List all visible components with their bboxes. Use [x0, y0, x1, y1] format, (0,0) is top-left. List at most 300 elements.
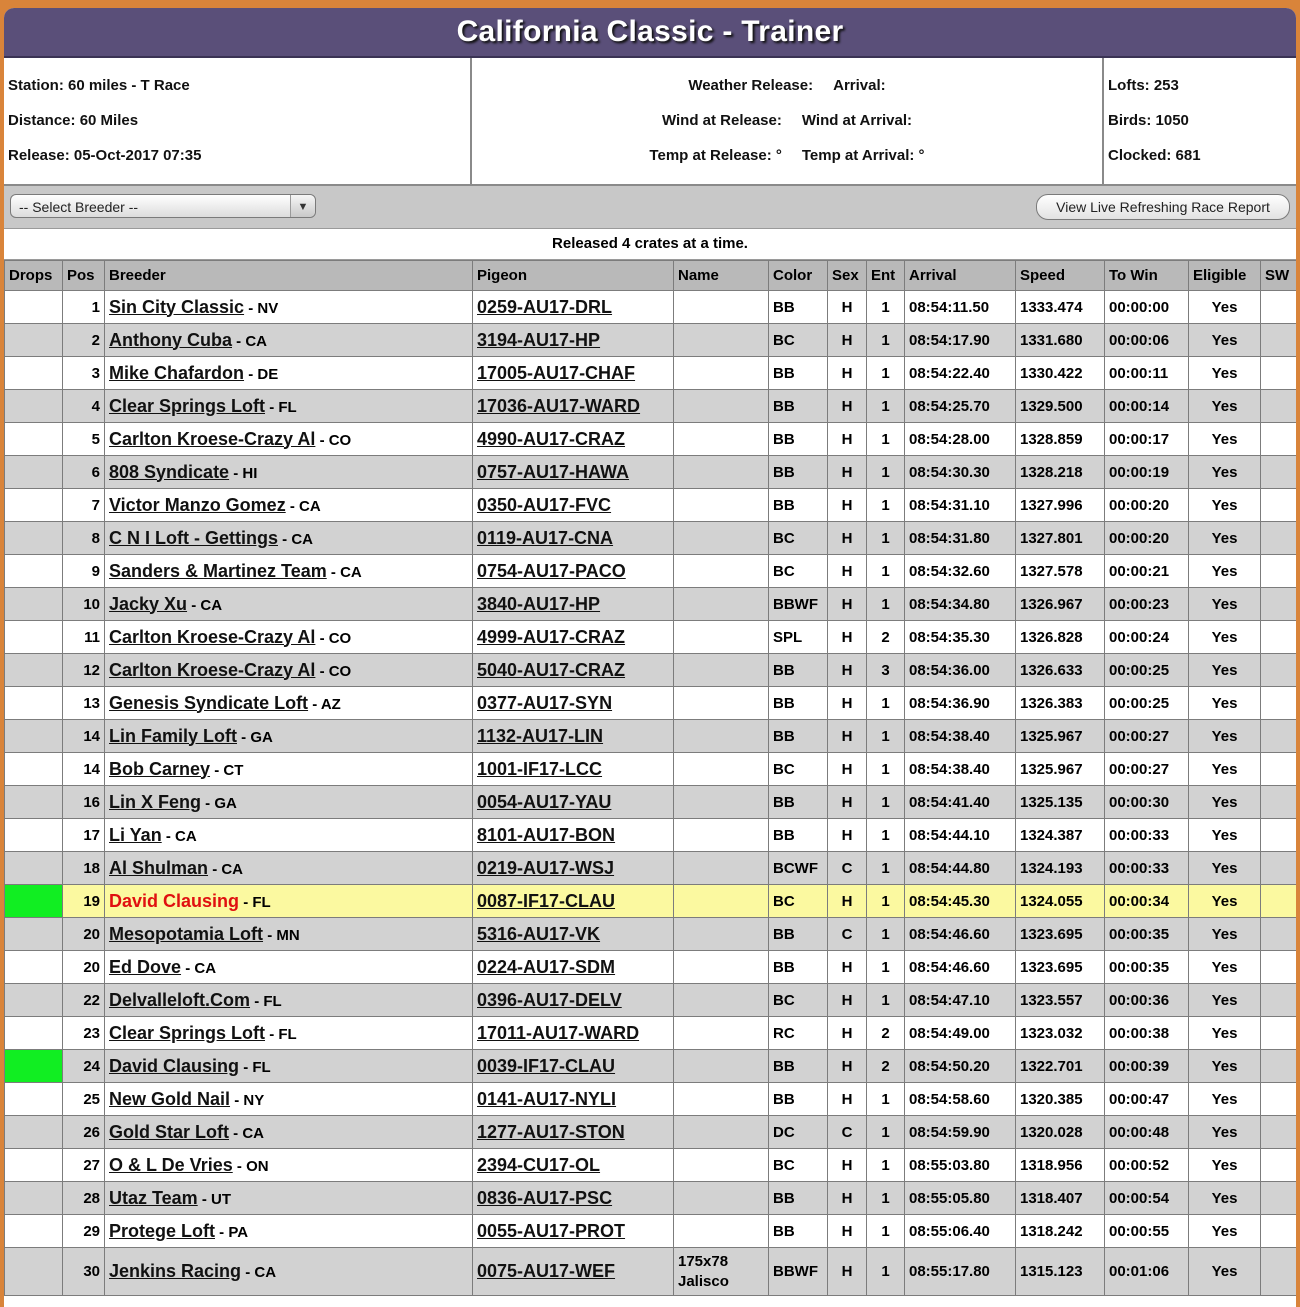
arrival-cell: 08:54:31.10 — [905, 489, 1016, 522]
sex-cell: H — [828, 522, 867, 555]
name-cell — [674, 1116, 769, 1149]
table-row — [5, 1182, 1297, 1215]
sw-cell — [1261, 1116, 1297, 1149]
lofts-count: Lofts: 253 — [1108, 77, 1179, 94]
breeder-link[interactable]: 808 Syndicate — [109, 461, 230, 482]
breeder-link[interactable]: Clear Springs Loft — [109, 1022, 266, 1043]
eligible-cell: Yes — [1189, 819, 1261, 852]
pigeon-cell — [473, 951, 674, 984]
name-cell — [674, 1083, 769, 1116]
breeder-state: - FL — [243, 1058, 271, 1076]
sw-cell — [1261, 1215, 1297, 1248]
breeder-link[interactable]: David Clausing — [109, 890, 240, 911]
breeder-link[interactable]: Protege Loft — [109, 1220, 215, 1241]
pigeon-link[interactable]: 0754-AU17-PACO — [477, 560, 626, 581]
pigeon-link[interactable]: 0396-AU17-DELV — [477, 989, 622, 1010]
table-row — [5, 456, 1297, 489]
pigeon-cell — [473, 885, 674, 918]
drop-cell — [5, 522, 63, 555]
breeder-link[interactable]: Ed Dove — [109, 956, 182, 977]
breeder-state: - CA — [165, 827, 197, 845]
select-breeder-value: -- Select Breeder -- — [19, 199, 139, 215]
pigeon-link[interactable]: 17011-AU17-WARD — [477, 1022, 640, 1043]
speed-cell: 1324.193 — [1016, 852, 1105, 885]
pos-cell: 28 — [63, 1182, 105, 1215]
name-cell — [674, 555, 769, 588]
eligible-cell: Yes — [1189, 588, 1261, 621]
towin-cell: 00:00:25 — [1105, 687, 1189, 720]
pos-cell: 18 — [63, 852, 105, 885]
eligible-cell: Yes — [1189, 885, 1261, 918]
table-row — [5, 786, 1297, 819]
drop-cell — [5, 1116, 63, 1149]
pigeon-link[interactable]: 0224-AU17-SDM — [477, 956, 616, 977]
color-cell: BB — [769, 918, 828, 951]
arrival-cell: 08:55:03.80 — [905, 1149, 1016, 1182]
breeder-cell — [105, 687, 473, 720]
pigeon-cell — [473, 1149, 674, 1182]
col-color: Color — [769, 261, 828, 291]
ent-cell: 1 — [867, 984, 905, 1017]
ent-cell: 2 — [867, 1050, 905, 1083]
ent-cell: 1 — [867, 951, 905, 984]
ent-cell: 1 — [867, 1149, 905, 1182]
pigeon-link[interactable]: 0350-AU17-FVC — [477, 494, 612, 515]
pigeon-link[interactable]: 2394-CU17-OL — [477, 1154, 601, 1175]
breeder-state: - FL — [269, 398, 297, 416]
eligible-cell: Yes — [1189, 1050, 1261, 1083]
speed-cell: 1328.859 — [1016, 423, 1105, 456]
sw-cell — [1261, 654, 1297, 687]
sex-cell: H — [828, 357, 867, 390]
breeder-link[interactable]: Li Yan — [109, 824, 162, 845]
ent-cell: 1 — [867, 687, 905, 720]
sw-cell — [1261, 951, 1297, 984]
arrival-cell: 08:54:25.70 — [905, 390, 1016, 423]
pigeon-link[interactable]: 8101-AU17-BON — [477, 824, 616, 845]
eligible-cell: Yes — [1189, 951, 1261, 984]
breeder-state: - CA — [212, 860, 244, 878]
speed-cell: 1330.422 — [1016, 357, 1105, 390]
pigeon-cell — [473, 720, 674, 753]
table-row — [5, 522, 1297, 555]
color-cell: BB — [769, 819, 828, 852]
pigeon-link[interactable]: 0087-IF17-CLAU — [477, 890, 616, 911]
pigeon-link[interactable]: 0377-AU17-SYN — [477, 692, 613, 713]
pigeon-cell — [473, 1050, 674, 1083]
color-cell: DC — [769, 1116, 828, 1149]
col-towin: To Win — [1105, 261, 1189, 291]
pos-cell: 30 — [63, 1248, 105, 1296]
sw-cell — [1261, 489, 1297, 522]
towin-cell: 00:00:48 — [1105, 1116, 1189, 1149]
sex-cell: H — [828, 720, 867, 753]
color-cell: BB — [769, 456, 828, 489]
name-cell — [674, 489, 769, 522]
breeder-link[interactable]: Mesopotamia Loft — [109, 923, 264, 944]
sex-cell: H — [828, 489, 867, 522]
breeder-link[interactable]: Jacky Xu — [109, 593, 188, 614]
breeder-state: - CA — [289, 497, 321, 515]
ent-cell: 1 — [867, 588, 905, 621]
color-cell: BC — [769, 555, 828, 588]
sw-cell — [1261, 621, 1297, 654]
drop-cell — [5, 423, 63, 456]
ent-cell: 1 — [867, 918, 905, 951]
name-cell — [674, 423, 769, 456]
breeder-link[interactable]: Carlton Kroese-Crazy Al — [109, 626, 316, 647]
speed-cell: 1324.387 — [1016, 819, 1105, 852]
pigeon-cell — [473, 1017, 674, 1050]
color-cell: BB — [769, 687, 828, 720]
pigeon-cell — [473, 489, 674, 522]
ent-cell: 2 — [867, 1017, 905, 1050]
arrival-cell: 08:54:36.00 — [905, 654, 1016, 687]
drop-cell — [5, 852, 63, 885]
pigeon-cell — [473, 423, 674, 456]
breeder-cell — [105, 1017, 473, 1050]
breeder-cell — [105, 984, 473, 1017]
breeder-link[interactable]: Genesis Syndicate Loft — [109, 692, 309, 713]
arrival-cell: 08:54:11.50 — [905, 291, 1016, 324]
ent-cell: 1 — [867, 1116, 905, 1149]
breeder-state: - CA — [191, 596, 223, 614]
pigeon-link[interactable]: 0757-AU17-HAWA — [477, 461, 630, 482]
sex-cell: H — [828, 951, 867, 984]
sw-cell — [1261, 1248, 1297, 1296]
pigeon-link[interactable]: 0141-AU17-NYLI — [477, 1088, 617, 1109]
ent-cell: 1 — [867, 885, 905, 918]
table-row — [5, 852, 1297, 885]
breeder-link[interactable]: Sin City Classic — [109, 296, 245, 317]
pos-cell: 12 — [63, 654, 105, 687]
pigeon-link[interactable]: 5040-AU17-CRAZ — [477, 659, 626, 680]
drop-cell — [5, 291, 63, 324]
towin-cell: 00:00:20 — [1105, 489, 1189, 522]
towin-cell: 00:00:38 — [1105, 1017, 1189, 1050]
color-cell: BC — [769, 522, 828, 555]
breeder-link[interactable]: Clear Springs Loft — [109, 395, 266, 416]
pos-cell: 2 — [63, 324, 105, 357]
breeder-state: - AZ — [312, 695, 341, 713]
color-cell: BB — [769, 357, 828, 390]
ent-cell: 1 — [867, 291, 905, 324]
drop-cell — [5, 621, 63, 654]
table-row — [5, 885, 1297, 918]
breeder-link[interactable]: O & L De Vries — [109, 1154, 233, 1175]
results-table — [4, 260, 1296, 1296]
drop-cell — [5, 324, 63, 357]
pigeon-link[interactable]: 0039-IF17-CLAU — [477, 1055, 616, 1076]
arrival-cell: 08:54:50.20 — [905, 1050, 1016, 1083]
breeder-link[interactable]: C N I Loft - Gettings — [109, 527, 278, 548]
sw-cell — [1261, 357, 1297, 390]
sex-cell: C — [828, 918, 867, 951]
breeder-state: - CO — [319, 431, 352, 449]
live-report-button[interactable]: View Live Refreshing Race Report — [1036, 194, 1290, 220]
table-row — [5, 951, 1297, 984]
col-pos: Pos — [63, 261, 105, 291]
race-info-panel — [4, 58, 1296, 186]
col-pigeon: Pigeon — [473, 261, 674, 291]
drop-cell — [5, 1182, 63, 1215]
pigeon-link[interactable]: 0055-AU17-PROT — [477, 1220, 626, 1241]
chevron-down-icon[interactable]: ▼ — [290, 195, 315, 217]
pos-cell: 4 — [63, 390, 105, 423]
pos-cell: 20 — [63, 918, 105, 951]
breeder-state: - NV — [248, 299, 279, 317]
ent-cell: 1 — [867, 1215, 905, 1248]
sw-cell — [1261, 885, 1297, 918]
speed-cell: 1325.135 — [1016, 786, 1105, 819]
breeder-link[interactable]: Jenkins Racing — [109, 1261, 242, 1281]
sex-cell: H — [828, 984, 867, 1017]
sw-cell — [1261, 324, 1297, 357]
drop-cell — [5, 753, 63, 786]
breeder-link[interactable]: Carlton Kroese-Crazy Al — [109, 659, 316, 680]
arrival-cell: 08:54:22.40 — [905, 357, 1016, 390]
ent-cell: 1 — [867, 852, 905, 885]
color-cell: BBWF — [769, 588, 828, 621]
breeder-cell — [105, 555, 473, 588]
pigeon-link[interactable]: 0075-AU17-WEF — [477, 1261, 616, 1281]
pigeon-cell — [473, 555, 674, 588]
ent-cell: 2 — [867, 621, 905, 654]
sex-cell: H — [828, 291, 867, 324]
pigeon-link[interactable]: 0054-AU17-YAU — [477, 791, 612, 812]
pos-cell: 10 — [63, 588, 105, 621]
breeder-cell — [105, 1248, 473, 1296]
speed-cell: 1323.032 — [1016, 1017, 1105, 1050]
breeder-link[interactable]: Utaz Team — [109, 1187, 198, 1208]
table-row — [5, 687, 1297, 720]
pigeon-link[interactable]: 4999-AU17-CRAZ — [477, 626, 626, 647]
breeder-cell — [105, 1182, 473, 1215]
name-cell — [674, 357, 769, 390]
pos-cell: 13 — [63, 687, 105, 720]
breeder-cell — [105, 852, 473, 885]
ent-cell: 1 — [867, 819, 905, 852]
breeder-state: - ON — [236, 1157, 269, 1175]
pos-cell: 9 — [63, 555, 105, 588]
pos-cell: 20 — [63, 951, 105, 984]
ent-cell: 1 — [867, 786, 905, 819]
breeder-link[interactable]: Gold Star Loft — [109, 1121, 229, 1142]
sw-cell — [1261, 390, 1297, 423]
breeder-link[interactable]: New Gold Nail — [109, 1088, 231, 1109]
breeder-link[interactable]: Bob Carney — [109, 758, 211, 779]
color-cell: BC — [769, 1149, 828, 1182]
drop-cell — [5, 918, 63, 951]
breeder-link[interactable]: Lin Family Loft — [109, 725, 237, 746]
col-drops: Drops — [5, 261, 63, 291]
pigeon-link[interactable]: 5316-AU17-VK — [477, 923, 601, 944]
eligible-cell: Yes — [1189, 1215, 1261, 1248]
drop-cell — [5, 687, 63, 720]
ent-cell: 1 — [867, 390, 905, 423]
speed-cell: 1324.055 — [1016, 885, 1105, 918]
name-cell — [674, 918, 769, 951]
pigeon-link[interactable]: 0119-AU17-CNA — [477, 527, 614, 548]
table-row — [5, 1215, 1297, 1248]
breeder-link[interactable]: Al Shulman — [109, 857, 209, 878]
name-cell — [674, 687, 769, 720]
speed-cell: 1322.701 — [1016, 1050, 1105, 1083]
towin-cell: 00:00:54 — [1105, 1182, 1189, 1215]
breeder-link[interactable]: Mike Chafardon — [109, 362, 245, 383]
name-cell — [674, 984, 769, 1017]
pigeon-cell — [473, 324, 674, 357]
breeder-link[interactable]: Sanders & Martinez Team — [109, 560, 327, 581]
towin-cell: 00:00:23 — [1105, 588, 1189, 621]
eligible-cell: Yes — [1189, 423, 1261, 456]
sw-cell — [1261, 1017, 1297, 1050]
pigeon-cell — [473, 456, 674, 489]
ent-cell: 1 — [867, 324, 905, 357]
pigeon-cell — [473, 621, 674, 654]
eligible-cell: Yes — [1189, 1149, 1261, 1182]
eligible-cell: Yes — [1189, 1182, 1261, 1215]
speed-cell: 1320.385 — [1016, 1083, 1105, 1116]
eligible-cell: Yes — [1189, 1017, 1261, 1050]
towin-cell: 00:00:14 — [1105, 390, 1189, 423]
pigeon-link[interactable]: 3840-AU17-HP — [477, 593, 601, 614]
pigeon-link[interactable]: 1277-AU17-STON — [477, 1121, 625, 1142]
pigeon-link[interactable]: 0259-AU17-DRL — [477, 296, 613, 317]
towin-cell: 00:00:11 — [1105, 357, 1189, 390]
breeder-state: - CA — [233, 1124, 264, 1142]
sw-cell — [1261, 753, 1297, 786]
pigeon-cell — [473, 687, 674, 720]
pigeon-link[interactable]: 4990-AU17-CRAZ — [477, 428, 626, 449]
name-cell — [674, 654, 769, 687]
pos-cell: 23 — [63, 1017, 105, 1050]
breeder-link[interactable]: Carlton Kroese-Crazy Al — [109, 428, 316, 449]
breeder-cell — [105, 753, 473, 786]
name-cell — [674, 588, 769, 621]
speed-cell: 1323.695 — [1016, 918, 1105, 951]
ent-cell: 1 — [867, 489, 905, 522]
towin-cell: 00:00:52 — [1105, 1149, 1189, 1182]
arrival-cell: 08:55:05.80 — [905, 1182, 1016, 1215]
breeder-cell — [105, 720, 473, 753]
towin-cell: 00:00:35 — [1105, 918, 1189, 951]
table-row — [5, 324, 1297, 357]
temp-arrival-label: Temp at Arrival: ° — [801, 147, 925, 164]
pos-cell: 19 — [63, 885, 105, 918]
towin-cell: 00:00:27 — [1105, 720, 1189, 753]
ent-cell: 1 — [867, 720, 905, 753]
pos-cell: 22 — [63, 984, 105, 1017]
breeder-link[interactable]: Victor Manzo Gomez — [109, 494, 286, 515]
table-row — [5, 918, 1297, 951]
breeder-cell — [105, 819, 473, 852]
pigeon-cell — [473, 753, 674, 786]
pigeon-cell — [473, 588, 674, 621]
sw-cell — [1261, 720, 1297, 753]
pigeon-cell — [473, 819, 674, 852]
color-cell: BC — [769, 753, 828, 786]
pigeon-link[interactable]: 17036-AU17-WARD — [477, 395, 641, 416]
name-cell — [674, 522, 769, 555]
sex-cell: H — [828, 1017, 867, 1050]
table-row — [5, 621, 1297, 654]
arrival-cell: 08:54:44.80 — [905, 852, 1016, 885]
breeder-state: - CA — [330, 563, 362, 581]
sex-cell: H — [828, 1083, 867, 1116]
select-breeder-dropdown[interactable] — [10, 194, 316, 218]
name-cell — [674, 951, 769, 984]
station-text: Station: 60 miles - T Race — [8, 77, 190, 94]
speed-cell: 1320.028 — [1016, 1116, 1105, 1149]
speed-cell: 1326.828 — [1016, 621, 1105, 654]
ent-cell: 1 — [867, 555, 905, 588]
clocked-count: Clocked: 681 — [1108, 147, 1201, 164]
breeder-cell — [105, 423, 473, 456]
drop-cell — [5, 951, 63, 984]
name-cell — [674, 1215, 769, 1248]
speed-cell: 1318.956 — [1016, 1149, 1105, 1182]
breeder-cell — [105, 885, 473, 918]
breeder-cell — [105, 1050, 473, 1083]
drop-cell — [5, 720, 63, 753]
sex-cell: H — [828, 390, 867, 423]
eligible-cell: Yes — [1189, 621, 1261, 654]
color-cell: BB — [769, 1050, 828, 1083]
pigeon-cell — [473, 1116, 674, 1149]
pigeon-link[interactable]: 0836-AU17-PSC — [477, 1187, 613, 1208]
pigeon-cell — [473, 852, 674, 885]
temp-release-label: Temp at Release: ° — [649, 147, 782, 164]
sex-cell: H — [828, 687, 867, 720]
towin-cell: 00:00:36 — [1105, 984, 1189, 1017]
towin-cell: 00:00:39 — [1105, 1050, 1189, 1083]
breeder-cell — [105, 291, 473, 324]
pigeon-link[interactable]: 0219-AU17-WSJ — [477, 857, 615, 878]
arrival-cell: 08:54:28.00 — [905, 423, 1016, 456]
breeder-link[interactable]: Lin X Feng — [109, 791, 201, 812]
sex-cell: H — [828, 621, 867, 654]
eligible-cell: Yes — [1189, 720, 1261, 753]
sw-cell — [1261, 984, 1297, 1017]
pigeon-link[interactable]: 3194-AU17-HP — [477, 329, 601, 350]
color-cell: SPL — [769, 621, 828, 654]
breeder-link[interactable]: Anthony Cuba — [109, 329, 232, 350]
pigeon-link[interactable]: 17005-AU17-CHAF — [477, 362, 636, 383]
table-row — [5, 1017, 1297, 1050]
drop-cell — [5, 654, 63, 687]
pigeon-link[interactable]: 1132-AU17-LIN — [477, 725, 604, 746]
sw-cell — [1261, 1083, 1297, 1116]
drop-cell — [5, 357, 63, 390]
pos-cell: 25 — [63, 1083, 105, 1116]
breeder-link[interactable]: Delvalleloft.Com — [109, 989, 251, 1010]
breeder-link[interactable]: David Clausing — [109, 1055, 240, 1076]
toolbar — [4, 186, 1296, 229]
arrival-cell: 08:54:32.60 — [905, 555, 1016, 588]
pigeon-link[interactable]: 1001-IF17-LCC — [477, 758, 603, 779]
sw-cell — [1261, 1149, 1297, 1182]
towin-cell: 00:00:27 — [1105, 753, 1189, 786]
speed-cell: 1318.407 — [1016, 1182, 1105, 1215]
sw-cell — [1261, 852, 1297, 885]
arrival-cell: 08:54:45.30 — [905, 885, 1016, 918]
name-cell — [674, 753, 769, 786]
breeder-cell — [105, 357, 473, 390]
name-cell — [674, 720, 769, 753]
breeder-cell — [105, 918, 473, 951]
breeder-state: - DE — [248, 365, 279, 383]
